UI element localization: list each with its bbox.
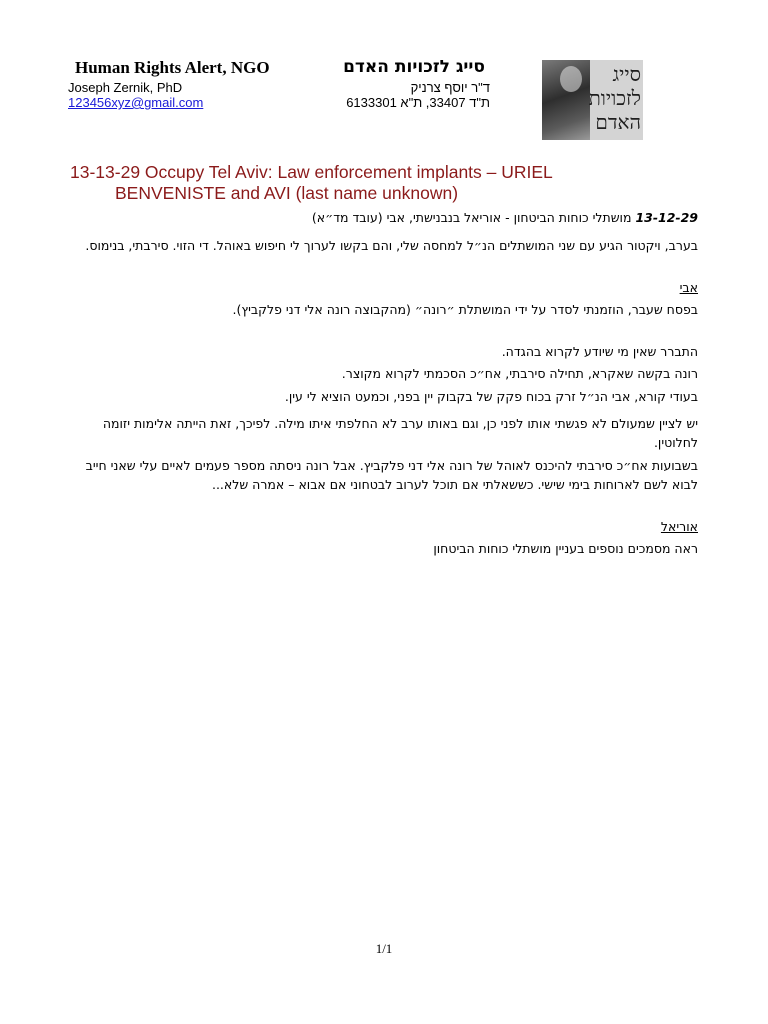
page-number: 1/1 bbox=[375, 941, 393, 956]
org-logo bbox=[542, 60, 643, 140]
org-name-hebrew: סייג לזכויות האדם bbox=[343, 57, 485, 77]
paragraph-2: בפסח שעבר, הוזמנתי לסדר על ידי המושתלת ״רונה״ (מהקבוצה רונה אלי דני פלקביץ). bbox=[232, 302, 698, 317]
logo-text: סייג לזכויות האדם bbox=[588, 62, 641, 134]
person-name-english: Joseph Zernik, PhD bbox=[68, 80, 183, 95]
email-link[interactable]: 123456xyz@gmail.com bbox=[68, 95, 204, 110]
heading-avi: אבי bbox=[679, 280, 698, 295]
paragraph-4: רונה בקשה שאקרא, תחילה סירבתי, אח״כ הסכמתי לקרוא מקוצר. bbox=[341, 366, 698, 381]
title-line-2: BENVENISTE and AVI (last name unknown) bbox=[115, 183, 459, 203]
date-prefix: 13-12-29 bbox=[635, 210, 698, 225]
paragraph-3: התברר שאין מי שיודע לקרוא בהגדה. bbox=[501, 344, 698, 359]
paragraph-6: יש לציין שמעולם לא פגשתי אותו לפני כן, וגם באותו ערב לא החלפתי איתו מילה. לפיכך, זאת הייתה אלימות יזומה לחלוטין. bbox=[102, 416, 698, 450]
paragraph-5: בעודי קורא, אבי הנ״ל זרק בכוח פקק של בקבוק יין בפני, וכמעט הוציא לי עין. bbox=[284, 389, 698, 404]
person-name-hebrew: ד"ר יוסף צרניק bbox=[410, 80, 490, 95]
title-line-1: 13-13-29 Occupy Tel Aviv: Law enforcement implants – URIEL bbox=[70, 162, 553, 182]
org-name-english: Human Rights Alert, NGO bbox=[75, 58, 270, 77]
date-line bbox=[58, 208, 698, 227]
date-line-text: מושתלי כוחות הביטחון - אוריאל בנבנישתי, אבי (עובד מד״א) bbox=[311, 210, 636, 225]
document-title bbox=[70, 162, 590, 204]
paragraph-8: ראה מסמכים נוספים בעניין מושתלי כוחות הביטחון bbox=[433, 541, 698, 556]
heading-uriel: אוריאל bbox=[660, 519, 698, 534]
paragraph-7: בשבועות אח״כ סירבתי להיכנס לאוהל של רונה אלי דני פלקביץ. אבל רונה ניסתה מספר פעמים לאיים עלי שאני חייב לבוא לשם לארוחות בימי שישי. כששאלתי אם תוכל לערוב לבטחוני אם אבוא – אמרה שלא... bbox=[85, 458, 698, 492]
paragraph-1: בערב, ויקטור הגיע עם שני המושתלים הנ״ל למחסה שלי, והם בקשו לערוך לי חיפוש באוהל. די הזוי. סירבתי, בנימוס. bbox=[85, 238, 698, 253]
address-hebrew: ת"ד 33407, ת"א 6133301 bbox=[346, 95, 490, 110]
